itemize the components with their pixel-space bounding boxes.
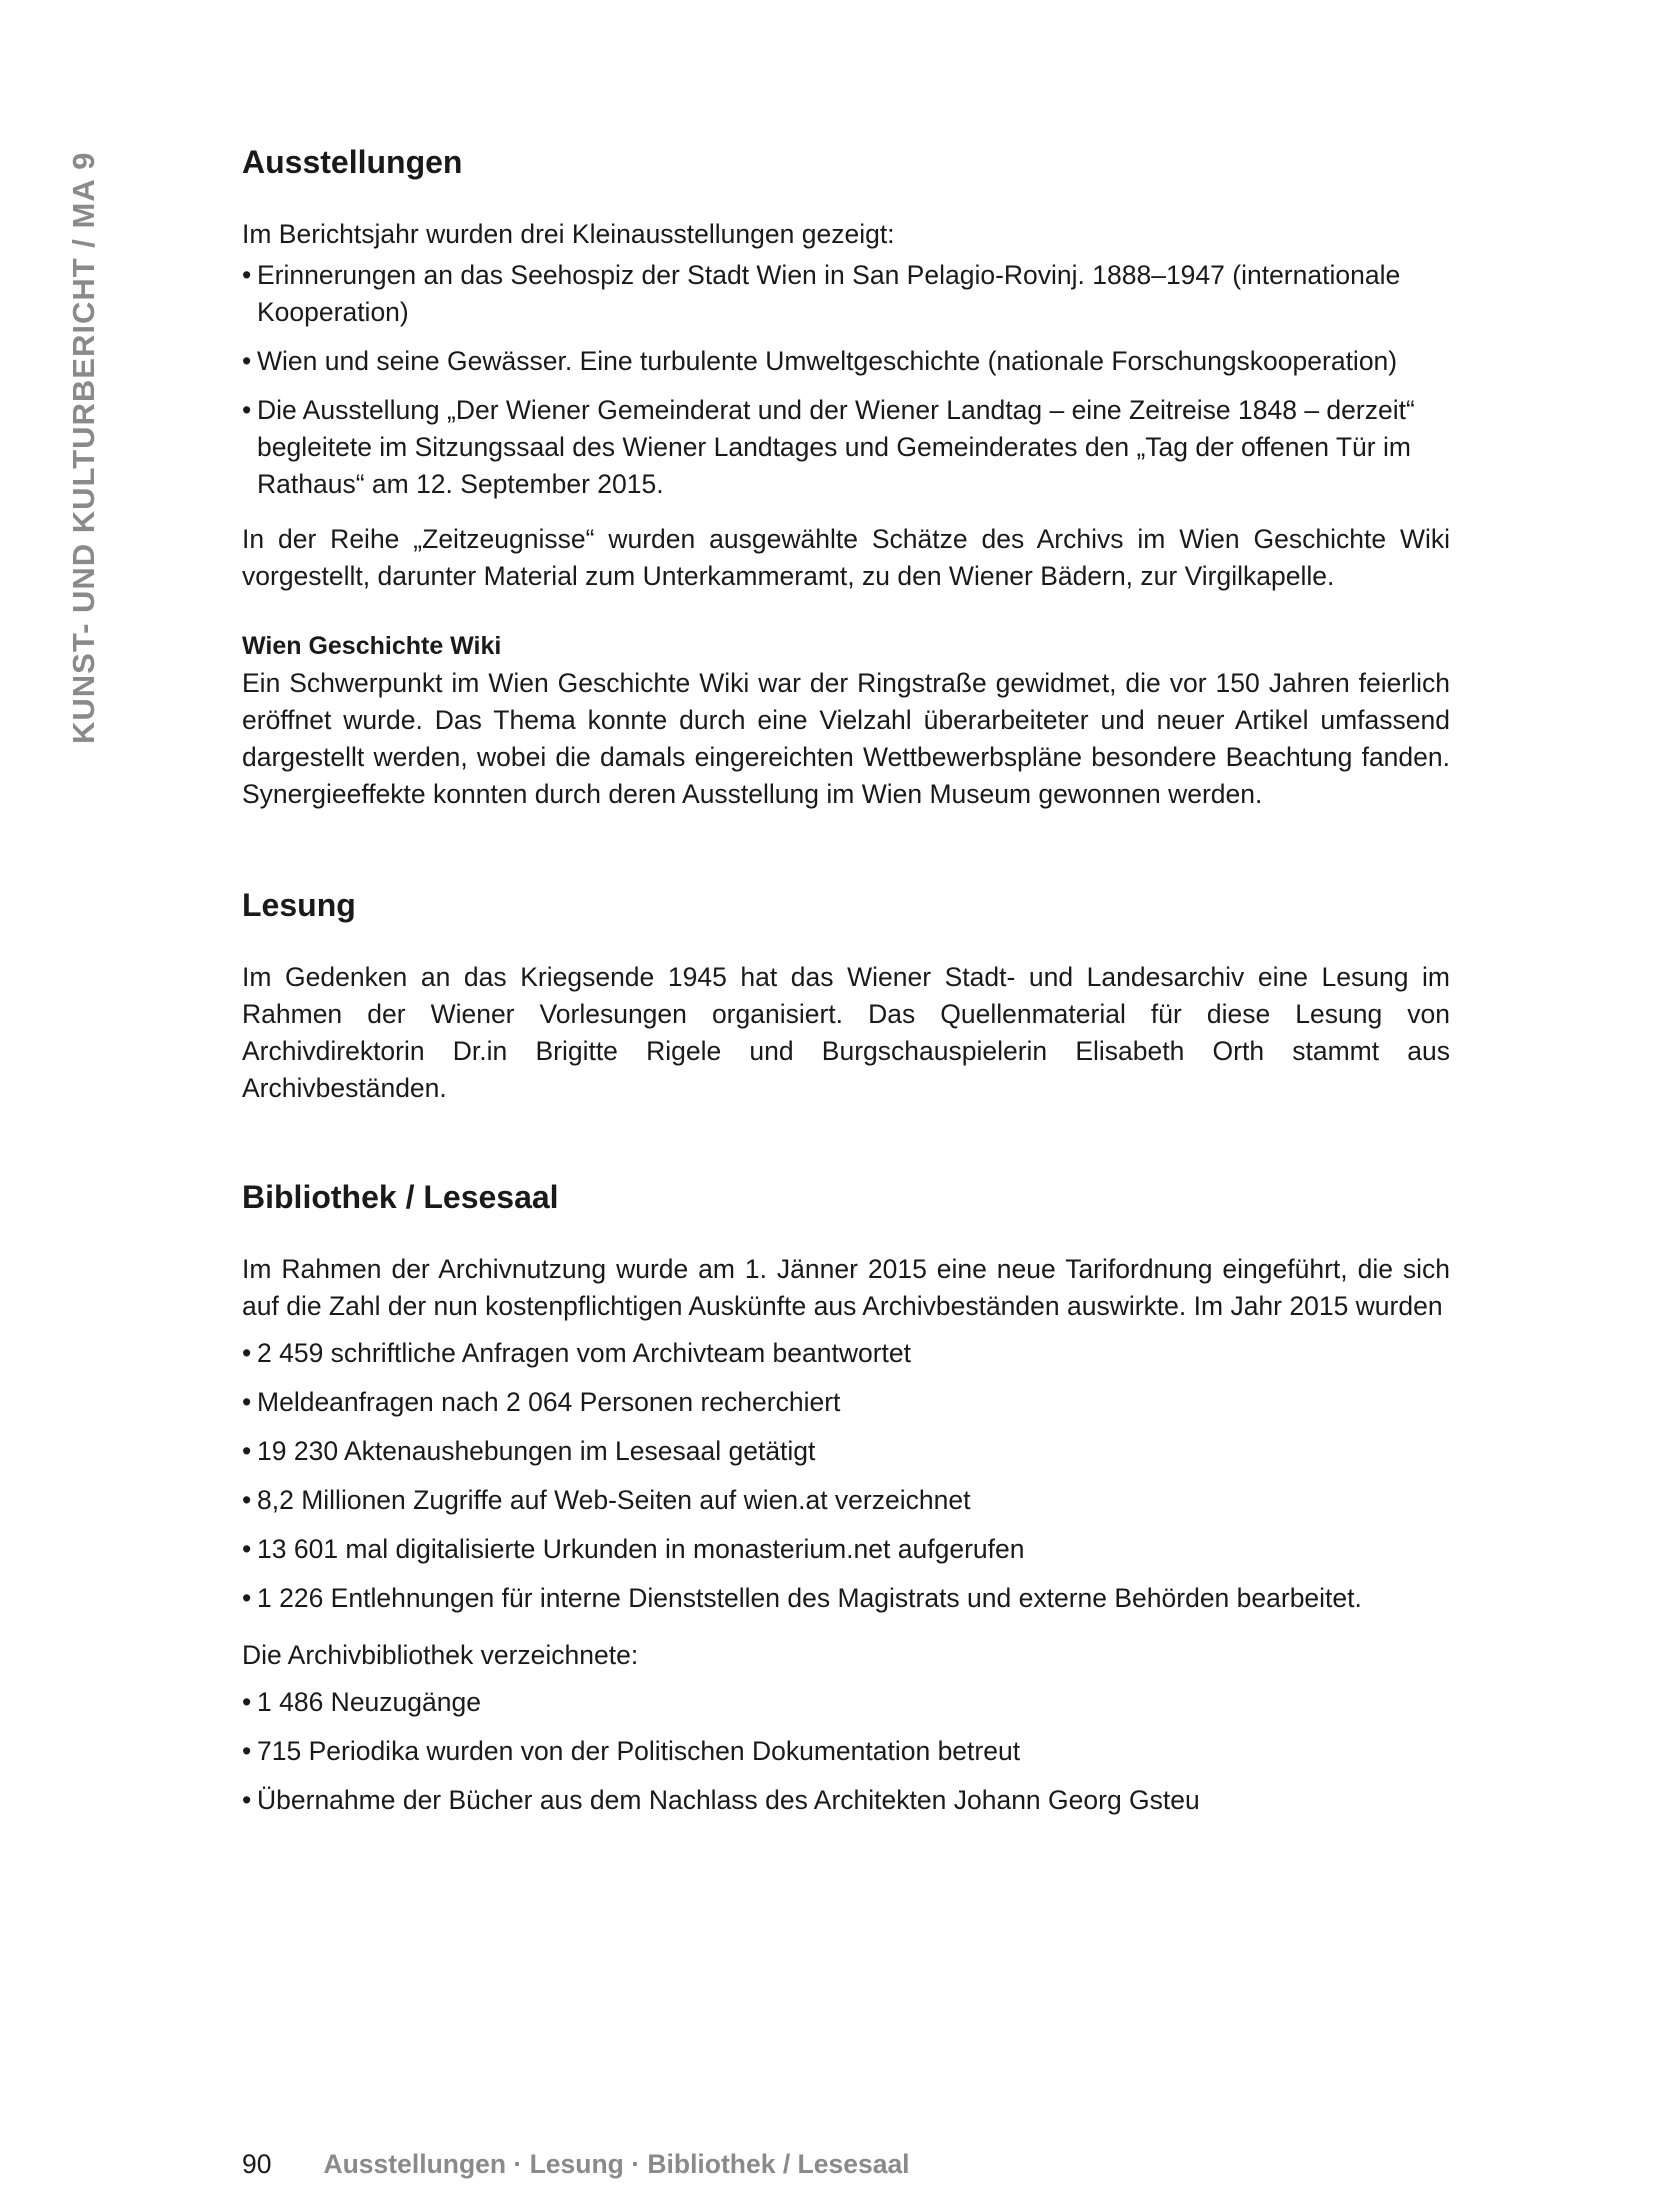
subheading-wien-geschichte-wiki: Wien Geschichte Wiki (242, 632, 502, 660)
heading-lesung: Lesung (242, 887, 356, 923)
page-footer (242, 2146, 910, 2183)
list-item: • Erinnerungen an das Seehospiz der Stadt Wien in San Pelagio-Rovinj. 1888–1947 (internationale Kooperation) (242, 257, 1450, 331)
list-item: • Übernahme der Bücher aus dem Nachlass des Architekten Johann Georg Gsteu (242, 1782, 1450, 1819)
footer-title: Ausstellungen · Lesung · Bibliothek / Lesesaal (323, 2149, 910, 2179)
list-item: • 1 226 Entlehnungen für interne Dienststellen des Magistrats und externe Behörden bearbeitet. (242, 1580, 1450, 1617)
page-number: 90 (242, 2149, 272, 2179)
list-item: • Die Ausstellung „Der Wiener Gemeinderat und der Wiener Landtag – eine Zeitreise 1848 – derzeit“ begleitete im Sitzungssaal des Wiener Landtages und Gemeinderates den „Tag der offenen Tür im Rathaus“ am 12. September 2015. (242, 392, 1450, 503)
list-item: • Meldeanfragen nach 2 064 Personen recherchiert (242, 1384, 1450, 1421)
ausstellungen-list (242, 257, 1450, 503)
page-content (242, 142, 1450, 1831)
list-item: • 2 459 schriftliche Anfragen vom Archivteam beantwortet (242, 1335, 1450, 1372)
list-item: • Wien und seine Gewässer. Eine turbulente Umweltgeschichte (nationale Forschungskooperation) (242, 343, 1450, 380)
bibliothek-intro: Im Rahmen der Archivnutzung wurde am 1. Jänner 2015 eine neue Tarifordnung eingeführt, die sich auf die Zahl der nun kostenpflichtigen Auskünfte aus Archivbeständen auswirkte. Im Jahr 2015 wurden (242, 1254, 1450, 1321)
heading-bibliothek: Bibliothek / Lesesaal (242, 1179, 559, 1215)
archivbibliothek-list (242, 1684, 1450, 1819)
list-item: • 1 486 Neuzugänge (242, 1684, 1450, 1721)
ausstellungen-intro: Im Berichtsjahr wurden drei Kleinausstellungen gezeigt: (242, 219, 895, 249)
heading-ausstellungen: Ausstellungen (242, 144, 463, 180)
lesung-paragraph: Im Gedenken an das Kriegsende 1945 hat das Wiener Stadt- und Landesarchiv eine Lesung im Rahmen der Wiener Vorlesungen organisiert. Das Quellenmaterial für diese Lesung von Archivdirektorin Dr.in Brigitte Rigele und Burgschauspielerin Elisabeth Orth stammt aus Archivbeständen. (242, 962, 1450, 1103)
list-item: • 8,2 Millionen Zugriffe auf Web-Seiten auf wien.at verzeichnet (242, 1482, 1450, 1519)
list-item: • 19 230 Aktenaushebungen im Lesesaal getätigt (242, 1433, 1450, 1470)
list-item: • 715 Periodika wurden von der Politischen Dokumentation betreut (242, 1733, 1450, 1770)
archivbibliothek-intro: Die Archivbibliothek verzeichnete: (242, 1640, 639, 1670)
side-running-header: KUNST- UND KULTURBERICHT / MA 9 (66, 151, 101, 744)
bibliothek-list (242, 1335, 1450, 1617)
list-item: • 13 601 mal digitalisierte Urkunden in monasterium.net aufgerufen (242, 1531, 1450, 1568)
zeitzeugnisse-paragraph: In der Reihe „Zeitzeugnisse“ wurden ausgewählte Schätze des Archivs im Wien Geschichte Wiki vorgestellt, darunter Material zum Unterkammeramt, zu den Wiener Bädern, zur Virgilkapelle. (242, 524, 1450, 591)
wiki-paragraph: Ein Schwerpunkt im Wien Geschichte Wiki war der Ringstraße gewidmet, die vor 150 Jahren feierlich eröffnet wurde. Das Thema konnte durch eine Vielzahl überarbeiteter und neuer Artikel umfassend dargestellt werden, wobei die damals eingereichten Wettbewerbspläne besondere Beachtung fanden. Synergieeffekte konnten durch deren Ausstellung im Wien Museum gewonnen werden. (242, 668, 1450, 809)
